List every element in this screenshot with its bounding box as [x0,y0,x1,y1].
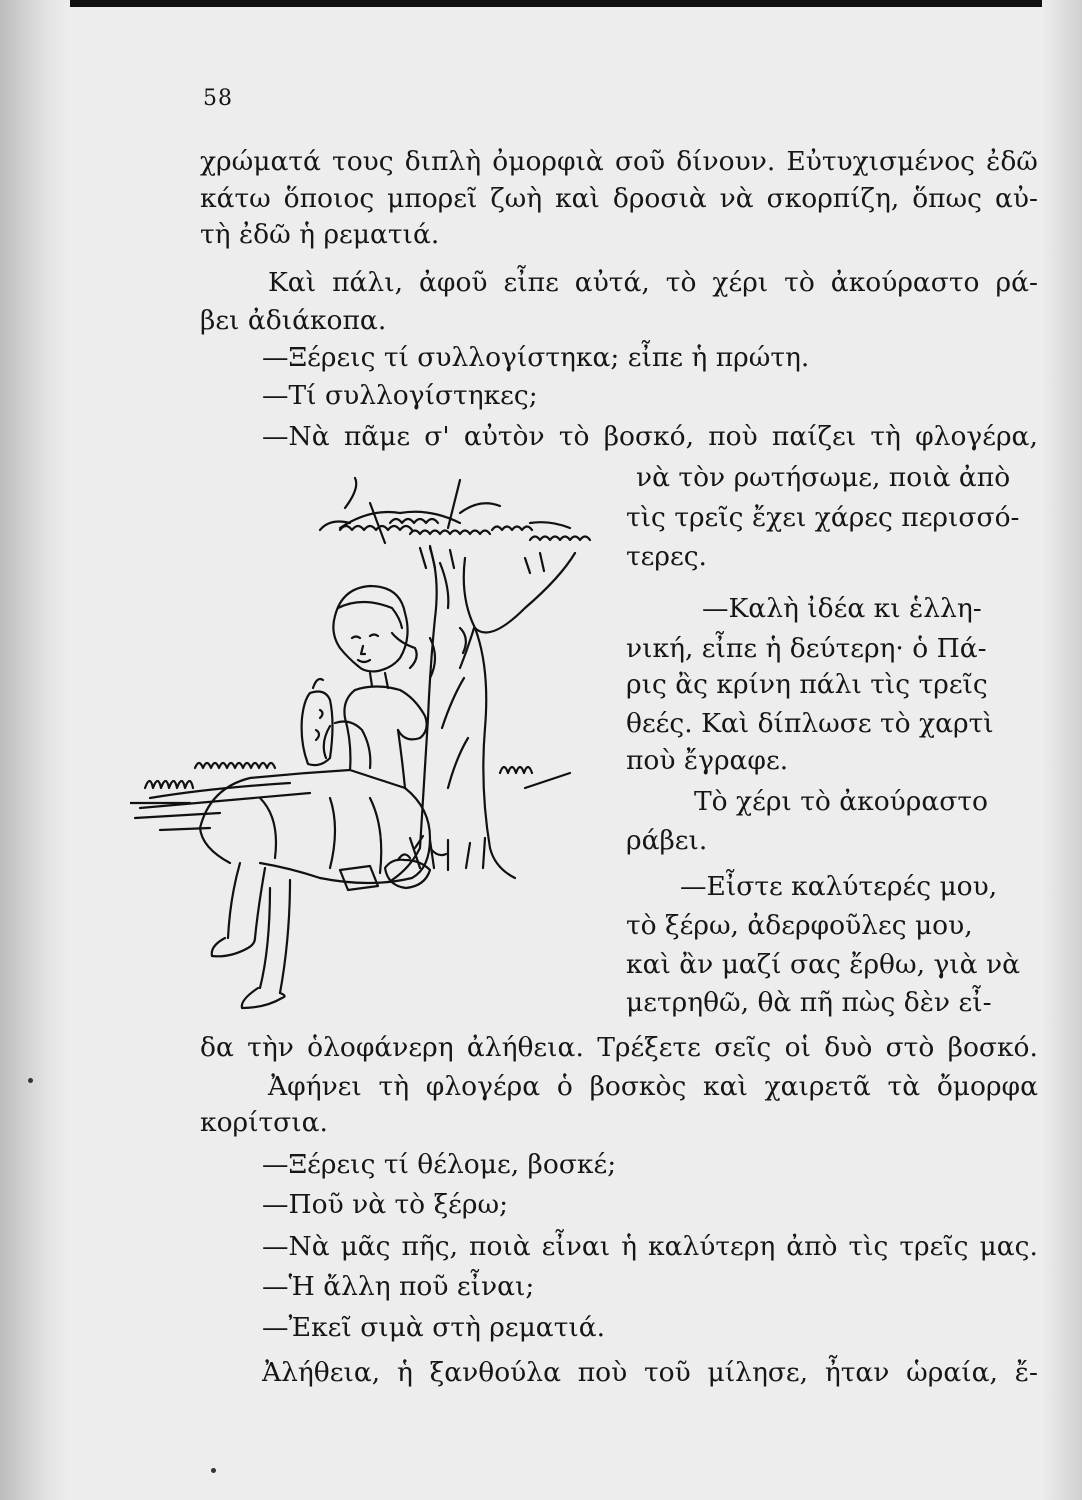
text-line: δα τὴν ὁλοφάνερη ἀλήθεια. Τρέξετε σεῖς οἱ δυὸ στὸ βοσκό. [200,1032,1038,1063]
text-line: νική, εἶπε ἡ δεύτερη· ὁ Πά- [626,633,987,664]
text-line: Καὶ πάλι, ἀφοῦ εἶπε αὐτά, τὸ χέρι τὸ ἀκούραστο ρά- [268,267,1038,298]
text-line: τερες. [626,541,707,572]
text-line: —Νὰ μᾶς πῆς, ποιὰ εἶναι ἡ καλύτερη ἀπὸ τὶς τρεῖς μας. [262,1231,1038,1262]
text-line: Ἀλήθεια, ἡ ξανθούλα ποὺ τοῦ μίλησε, ἦταν ὡραία, ἔ- [262,1357,1038,1388]
text-line: —Καλὴ ἰδέα κι ἑλλη- [702,593,982,624]
text-line: ράβει. [626,825,708,856]
text-line: καὶ ἂν μαζί σας ἔρθω, γιὰ νὰ [626,949,1021,980]
page-number: 58 [203,86,233,111]
text-line: τὴ ἐδῶ ἡ ρεματιά. [200,219,440,250]
text-line: —Ξέρεις τί συλλογίστηκα; εἶπε ἡ πρώτη. [262,342,810,373]
scan-speck [211,1468,216,1473]
text-line: Τὸ χέρι τὸ ἀκούραστο [694,786,988,817]
text-line: τὸ ξέρω, ἀδερφοῦλες μου, [626,910,973,941]
girl-under-tree-illustration [130,468,620,1028]
text-line: κάτω ὅποιος μπορεῖ ζωὴ καὶ δροσιὰ νὰ σκορπίζη, ὅπως αὐ- [200,183,1038,214]
text-line: —Ξέρεις τί θέλομε, βοσκέ; [262,1149,617,1180]
text-line: —Τί συλλογίστηκες; [262,380,538,411]
text-line: Ἀφήνει τὴ φλογέρα ὁ βοσκὸς καὶ χαιρετᾶ τὰ ὄμορφα [268,1071,1038,1102]
text-line: μετρηθῶ, θὰ πῆ πὼς δὲν εἶ- [626,987,992,1018]
text-line: ρις ἂς κρίνη πάλι τὶς τρεῖς [626,669,988,700]
text-line: νὰ τὸν ρωτήσωμε, ποιὰ ἀπὸ [636,462,1011,493]
text-line: βει ἀδιάκοπα. [200,305,387,336]
text-line: —Νὰ πᾶμε σ' αὐτὸν τὸ βοσκό, ποὺ παίζει τὴ φλογέρα, [262,421,1038,452]
text-line: χρώματά τους διπλὴ ὀμορφιὰ σοῦ δίνουν. Εὐτυχισμένος ἐδῶ [200,146,1038,177]
text-line: κορίτσια. [200,1107,328,1138]
text-line: τὶς τρεῖς ἔχει χάρες περισσό- [626,502,1020,533]
text-line: —Ἡ ἄλλη ποῦ εἶναι; [262,1271,535,1302]
text-line: θεές. Καὶ δίπλωσε τὸ χαρτὶ [626,708,994,739]
scan-speck [28,1078,33,1083]
text-line: —Εἶστε καλύτερές μου, [680,871,998,902]
text-line: —Ἐκεῖ σιμὰ στὴ ρεματιά. [262,1312,606,1343]
text-line: ποὺ ἔγραφε. [626,745,789,776]
text-line: —Ποῦ νὰ τὸ ξέρω; [262,1189,509,1220]
